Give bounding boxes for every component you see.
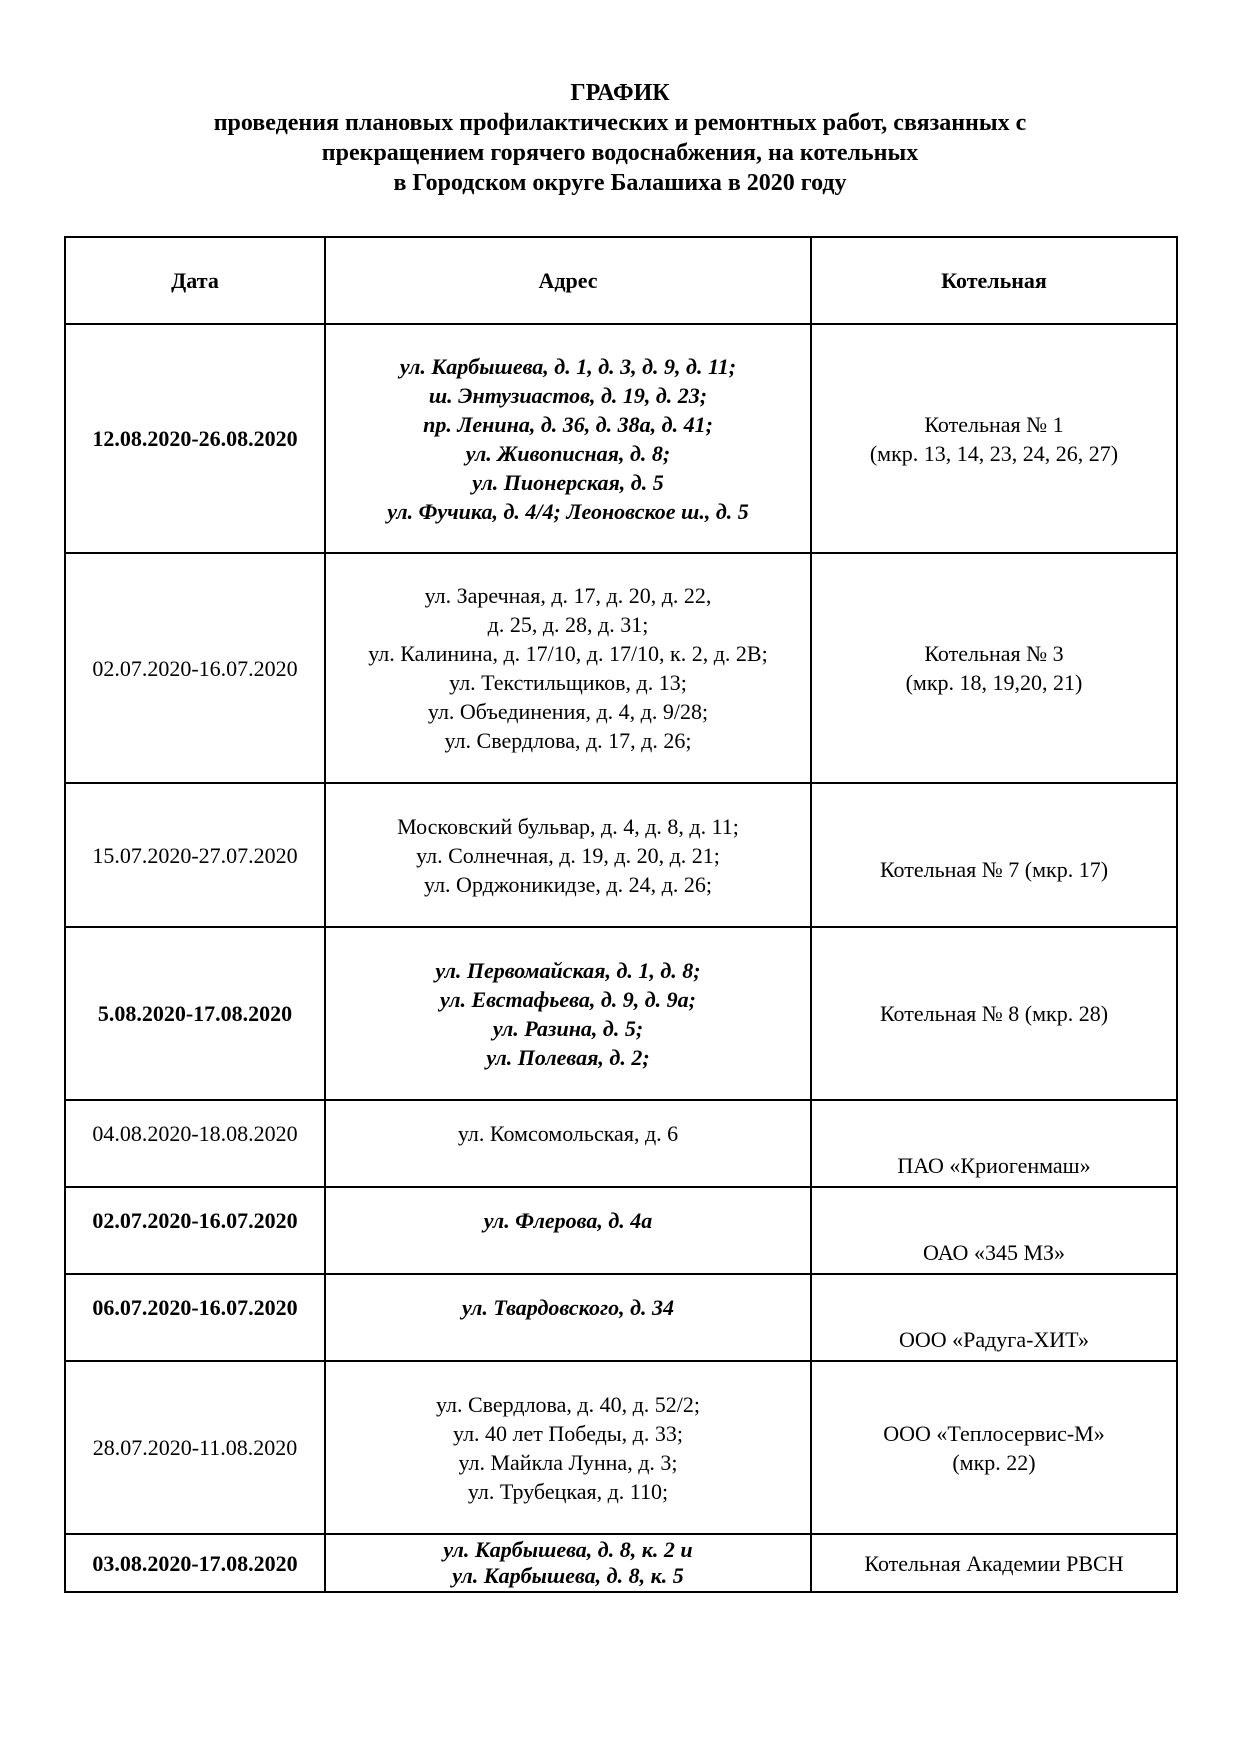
row-address	[325, 783, 811, 927]
address-line: ул. Комсомольская, д. 6	[457, 1121, 679, 1146]
boiler-line: Котельная № 7 (мкр. 17)	[879, 856, 1109, 882]
boiler-line: Котельная № 3	[924, 641, 1064, 666]
table-row	[65, 1100, 1177, 1187]
header-boiler: Котельная	[811, 237, 1177, 324]
address-line: ул. Трубецкая, д. 110;	[467, 1478, 669, 1504]
table-row	[65, 324, 1177, 553]
address-line: ул. Первомайская, д. 1, д. 8;	[435, 957, 701, 983]
boiler-line: (мкр. 13, 14, 23, 24, 26, 27)	[869, 440, 1119, 466]
address-line: ул. Флерова, д. 4а	[483, 1208, 653, 1233]
row-boiler	[811, 1361, 1177, 1534]
row-date: 12.08.2020-26.08.2020	[65, 324, 325, 553]
boiler-line: ОАО «345 МЗ»	[922, 1240, 1066, 1265]
row-address	[325, 1100, 811, 1187]
title-line-1: ГРАФИК	[570, 80, 670, 106]
address-line: ул. Пионерская, д. 5	[472, 469, 664, 495]
header-address: Адрес	[325, 237, 811, 324]
boiler-line: (мкр. 22)	[952, 1449, 1036, 1475]
boiler-line: ООО «Радуга-ХИТ»	[898, 1327, 1090, 1352]
document-title	[0, 78, 1240, 198]
table-row	[65, 783, 1177, 927]
address-line: ул. Карбышева, д. 1, д. 3, д. 9, д. 11;	[399, 353, 737, 379]
row-boiler	[811, 324, 1177, 553]
row-address	[325, 1274, 811, 1361]
address-line: пр. Ленина, д. 36, д. 38а, д. 41;	[423, 411, 713, 437]
row-address	[325, 553, 811, 783]
address-line: ул. Живописная, д. 8;	[465, 440, 671, 466]
table-row	[65, 1187, 1177, 1274]
title-line-3: прекращением горячего водоснабжения, на котельных	[321, 140, 919, 166]
boiler-line: (мкр. 18, 19,20, 21)	[905, 670, 1083, 695]
table-row	[65, 1361, 1177, 1534]
row-boiler	[811, 553, 1177, 783]
address-line: ул. Майкла Лунна, д. 3;	[458, 1449, 678, 1475]
address-line: ул. Полевая, д. 2;	[486, 1044, 650, 1070]
address-line: ул. Солнечная, д. 19, д. 20, д. 21;	[416, 842, 720, 868]
boiler-line: ООО «Теплосервис-М»	[883, 1420, 1105, 1446]
address-line: ул. Орджоникидзе, д. 24, д. 26;	[424, 871, 712, 897]
row-boiler	[811, 1274, 1177, 1361]
row-date: 5.08.2020-17.08.2020	[65, 927, 325, 1100]
address-line: Московский бульвар, д. 4, д. 8, д. 11;	[397, 813, 739, 839]
address-line: ул. Фучика, д. 4/4; Леоновское ш., д. 5	[387, 498, 749, 524]
row-address	[325, 1187, 811, 1274]
row-date: 06.07.2020-16.07.2020	[65, 1274, 325, 1361]
boiler-line: ПАО «Криогенмаш»	[897, 1153, 1091, 1178]
address-line: ул. Заречная, д. 17, д. 20, д. 22,	[424, 583, 712, 608]
address-line: ул. 40 лет Победы, д. 33;	[453, 1420, 683, 1446]
boiler-line: Котельная Академии РВСН	[864, 1550, 1124, 1576]
table-row	[65, 1274, 1177, 1361]
row-date: 03.08.2020-17.08.2020	[65, 1534, 325, 1592]
header-date: Дата	[65, 237, 325, 324]
row-address	[325, 1534, 811, 1592]
table-row	[65, 1534, 1177, 1592]
title-line-4: в Городском округе Балашиха в 2020 году	[393, 170, 847, 196]
address-line: ул. Свердлова, д. 40, д. 52/2;	[435, 1391, 701, 1417]
table-row	[65, 927, 1177, 1100]
row-date: 28.07.2020-11.08.2020	[65, 1361, 325, 1534]
row-boiler	[811, 1534, 1177, 1592]
row-address	[325, 324, 811, 553]
boiler-line: Котельная № 1	[924, 411, 1064, 437]
address-line: ул. Твардовского, д. 34	[461, 1295, 675, 1320]
row-date: 02.07.2020-16.07.2020	[65, 553, 325, 783]
address-line: ул. Калинина, д. 17/10, д. 17/10, к. 2, д. 2В;	[368, 641, 768, 666]
address-line: ул. Текстильщиков, д. 13;	[449, 670, 687, 695]
row-date: 04.08.2020-18.08.2020	[65, 1100, 325, 1187]
row-boiler	[811, 1187, 1177, 1274]
boiler-line: Котельная № 8 (мкр. 28)	[879, 1001, 1109, 1026]
header-row	[65, 237, 1177, 324]
schedule-table	[64, 236, 1178, 1593]
address-line: ул. Евстафьева, д. 9, д. 9а;	[440, 986, 696, 1012]
row-date: 15.07.2020-27.07.2020	[65, 783, 325, 927]
address-line: ул. Свердлова, д. 17, д. 26;	[444, 728, 692, 753]
table-row	[65, 553, 1177, 783]
address-line: ш. Энтузиастов, д. 19, д. 23;	[428, 382, 708, 408]
address-line: д. 25, д. 28, д. 31;	[487, 612, 649, 637]
row-boiler	[811, 1100, 1177, 1187]
row-date: 02.07.2020-16.07.2020	[65, 1187, 325, 1274]
address-line: ул. Разина, д. 5;	[492, 1015, 644, 1041]
row-address	[325, 927, 811, 1100]
row-address	[325, 1361, 811, 1534]
address-line: ул. Объединения, д. 4, д. 9/28;	[427, 699, 709, 724]
address-line: ул. Карбышева, д. 8, к. 5	[452, 1563, 684, 1588]
row-boiler	[811, 927, 1177, 1100]
row-boiler	[811, 783, 1177, 927]
address-line: ул. Карбышева, д. 8, к. 2 и	[443, 1537, 693, 1562]
title-line-2: проведения плановых профилактических и ремонтных работ, связанных с	[213, 110, 1027, 136]
